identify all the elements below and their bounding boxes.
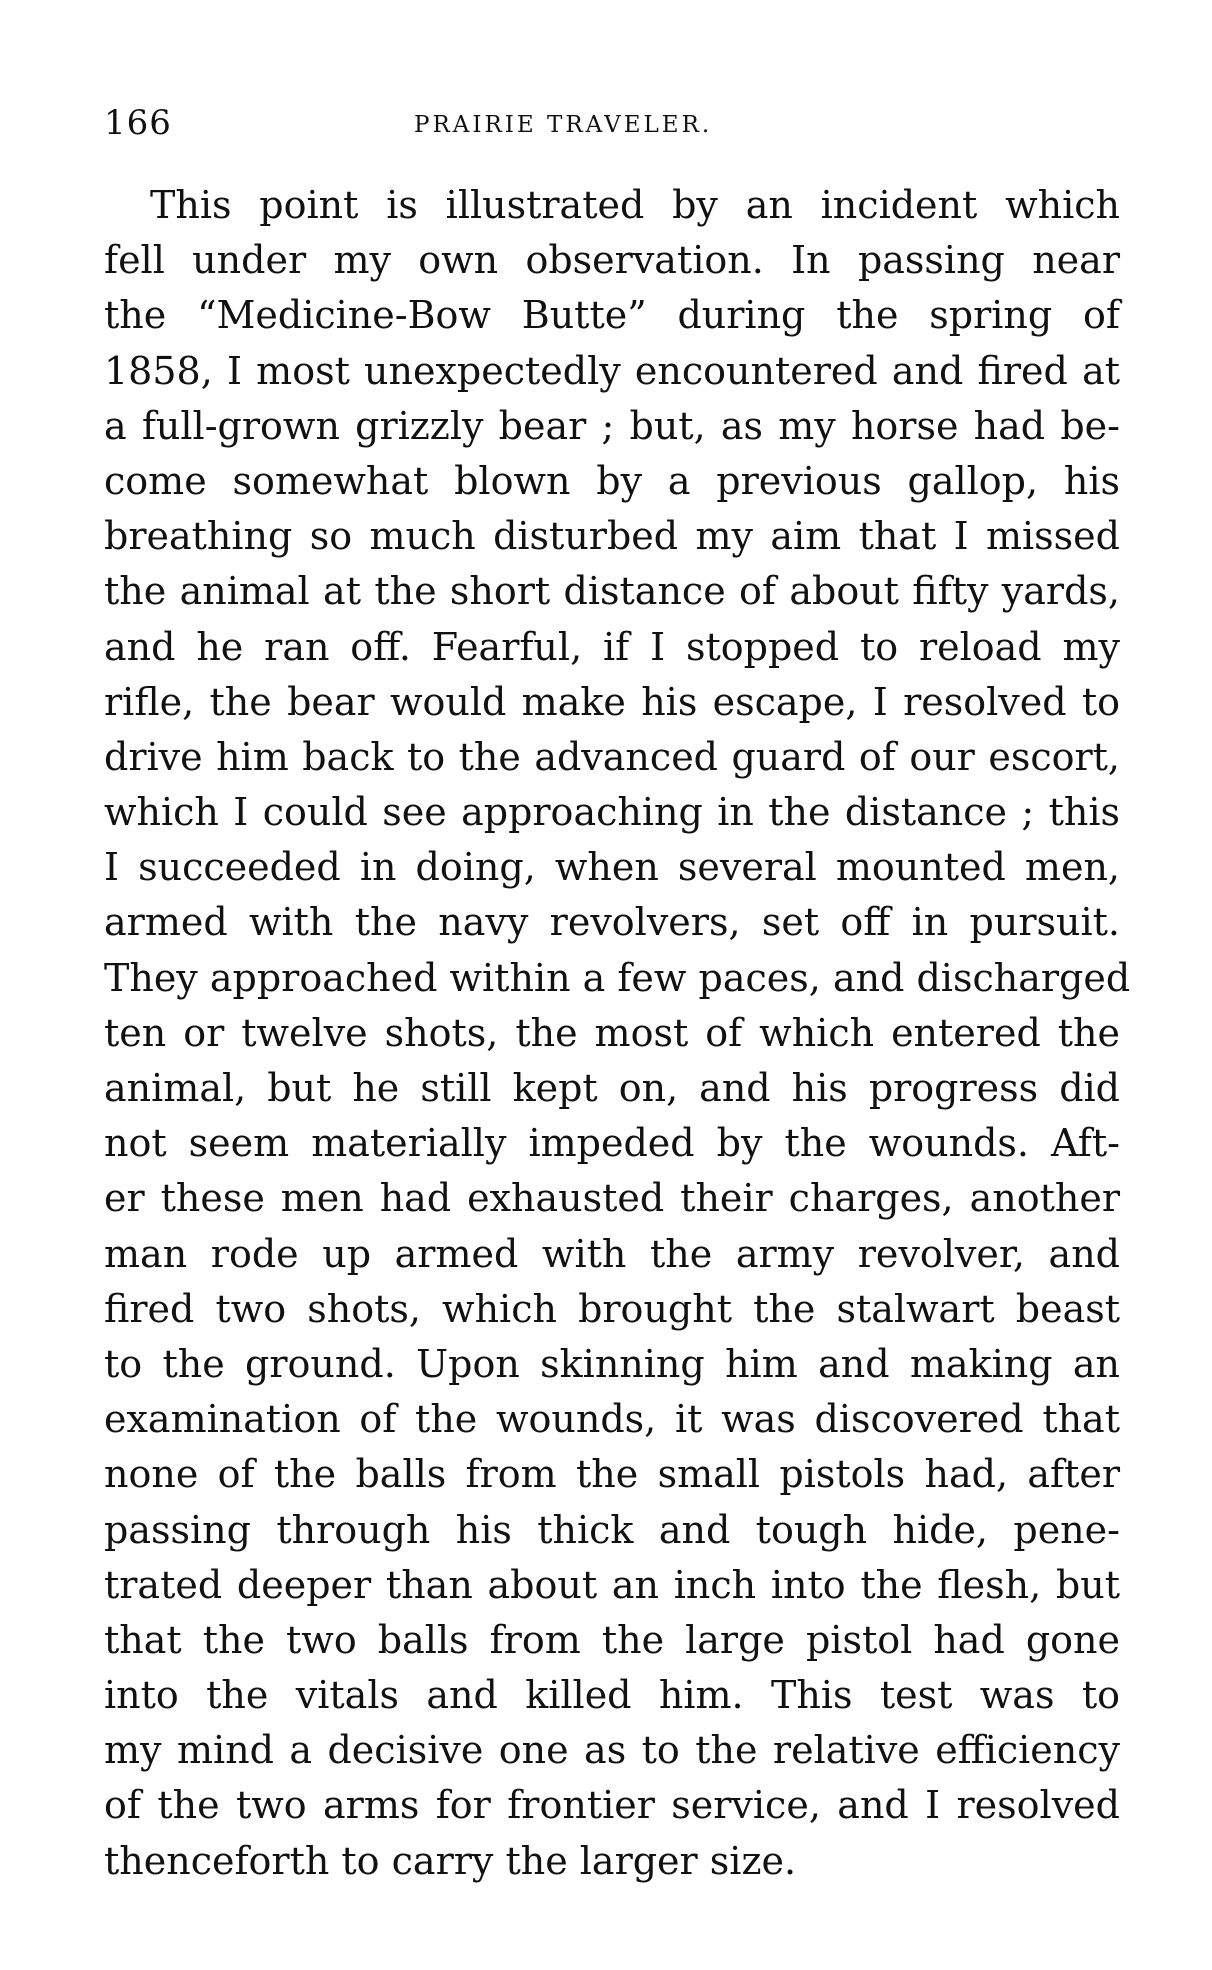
text-line: and he ran off. Fearful, if I stopped to reload my [104,624,1120,669]
text-line: thenceforth to carry the larger size. [104,1838,797,1883]
text-line: drive him back to the advanced guard of our escort, [104,734,1120,779]
text-line: trated deeper than about an inch into the flesh, but [104,1562,1120,1607]
body-paragraph [104,178,1131,1889]
text-line: passing through his thick and tough hide, pene- [104,1507,1120,1552]
text-line: of the two arms for frontier service, and I resolved [104,1783,1120,1828]
text-line: into the vitals and killed him. This test was to [104,1673,1120,1718]
text-line: which I could see approaching in the distance ; this [104,790,1120,835]
text-line: er these men had exhausted their charges, another [104,1176,1120,1221]
text-line: to the ground. Upon skinning him and making an [104,1341,1120,1386]
text-line: armed with the navy revolvers, set off in pursuit. [104,900,1120,945]
text-line: fell under my own observation. In passing near [104,238,1120,283]
text-line: that the two balls from the large pistol had gone [104,1617,1120,1662]
running-head [104,103,1120,143]
text-line: They approached within a few paces, and discharged [104,955,1131,1000]
text-line: breathing so much disturbed my aim that I missed [104,514,1120,559]
text-line: This point is illustrated by an incident which [150,183,1120,227]
running-title: PRAIRIE TRAVELER. [414,112,713,138]
text-line: fired two shots, which brought the stalwart beast [104,1286,1120,1331]
text-line: man rode up armed with the army revolver, and [104,1231,1120,1276]
text-line: rifle, the bear would make his escape, I resolved to [104,679,1120,724]
text-line: the “Medicine-Bow Butte” during the spring of [104,293,1120,338]
text-line: a full-grown grizzly bear ; but, as my horse had be- [104,403,1120,448]
text-line: examination of the wounds, it was discovered that [104,1397,1120,1442]
text-line: none of the balls from the small pistols had, after [104,1452,1120,1497]
page-number: 166 [104,103,172,143]
text-line: I succeeded in doing, when several mounted men, [104,845,1120,890]
text-line: come somewhat blown by a previous gallop, his [104,458,1120,503]
text-line: ten or twelve shots, the most of which entered the [104,1010,1120,1055]
text-line: animal, but he still kept on, and his progress did [104,1066,1120,1110]
text-line: the animal at the short distance of about fifty yards, [104,569,1120,614]
text-line: my mind a decisive one as to the relative efficiency [104,1728,1120,1773]
text-line: not seem materially impeded by the wounds. Aft- [104,1121,1120,1166]
text-line: 1858, I most unexpectedly encountered and fired at [104,348,1120,393]
